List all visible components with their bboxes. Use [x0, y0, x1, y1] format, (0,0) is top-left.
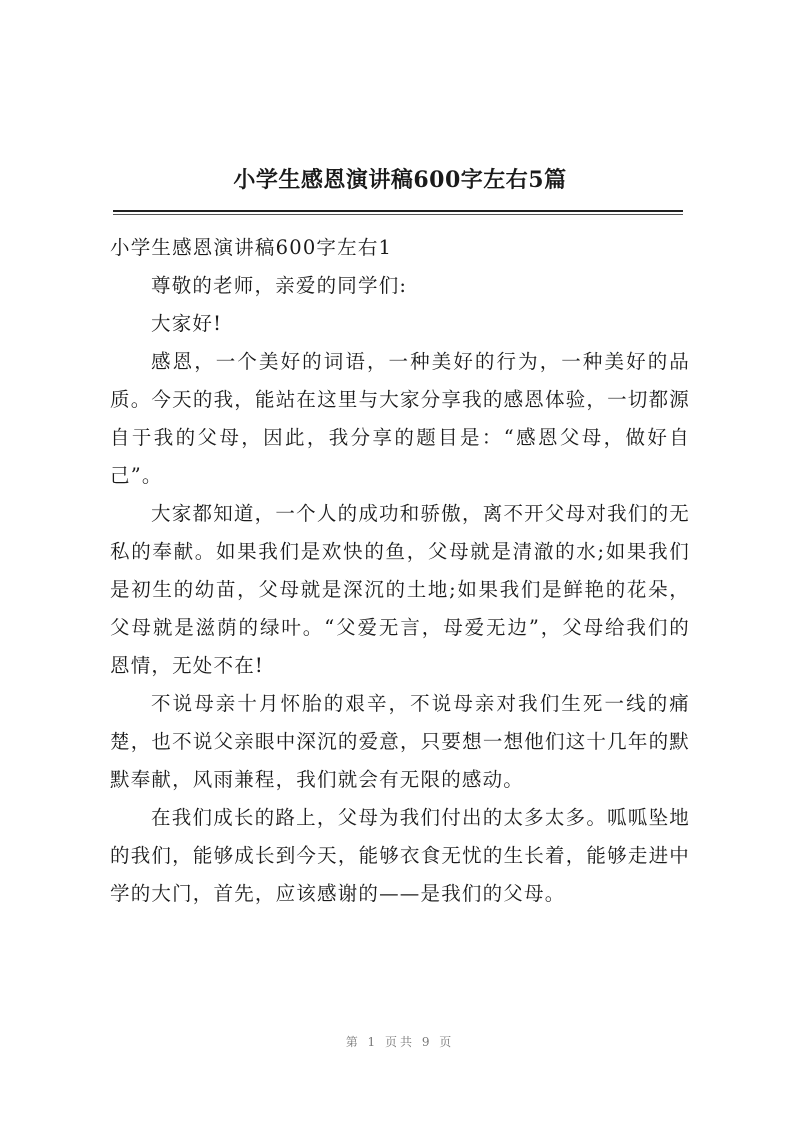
title-divider-thick [113, 210, 683, 212]
document-title: 小学生感恩演讲稿600字左右5篇 [233, 167, 567, 193]
paragraph-greeting: 大家好! [151, 312, 223, 335]
paragraph-salutation: 尊敬的老师，亲爱的同学们: [151, 274, 408, 297]
document-body [110, 229, 690, 913]
section-heading: 小学生感恩演讲稿600字左右1 [110, 236, 393, 259]
paragraph-growth: 在我们成长的路上，父母为我们付出的太多太多。呱呱坠地的我们，能够成长到今天，能够衣食无忧的生长着，能够走进中学的大门，首先，应该感谢的——是我们的父母。 [110, 806, 690, 905]
paragraph-parents-dedication: 大家都知道，一个人的成功和骄傲，离不开父母对我们的无私的奉献。如果我们是欢快的鱼，父母就是清澈的水;如果我们是初生的幼苗，父母就是深沉的土地;如果我们是鲜艳的花朵，父母就是滋荫的绿叶。“父爱无言，母爱无边”，父母给我们的恩情，无处不在! [110, 502, 690, 677]
title-divider-thin [113, 214, 683, 215]
paragraph-intro: 感恩，一个美好的词语，一种美好的行为，一种美好的品质。今天的我，能站在这里与大家分享我的感恩体验，一切都源自于我的父母，因此，我分享的题目是：“感恩父母，做好自己”。 [110, 350, 690, 487]
paragraph-hardship: 不说母亲十月怀胎的艰辛，不说母亲对我们生死一线的痛楚，也不说父亲眼中深沉的爱意，只要想一想他们这十几年的默默奉献，风雨兼程，我们就会有无限的感动。 [110, 692, 690, 791]
page-number-footer: 第 1 页共 9 页 [345, 1035, 455, 1049]
